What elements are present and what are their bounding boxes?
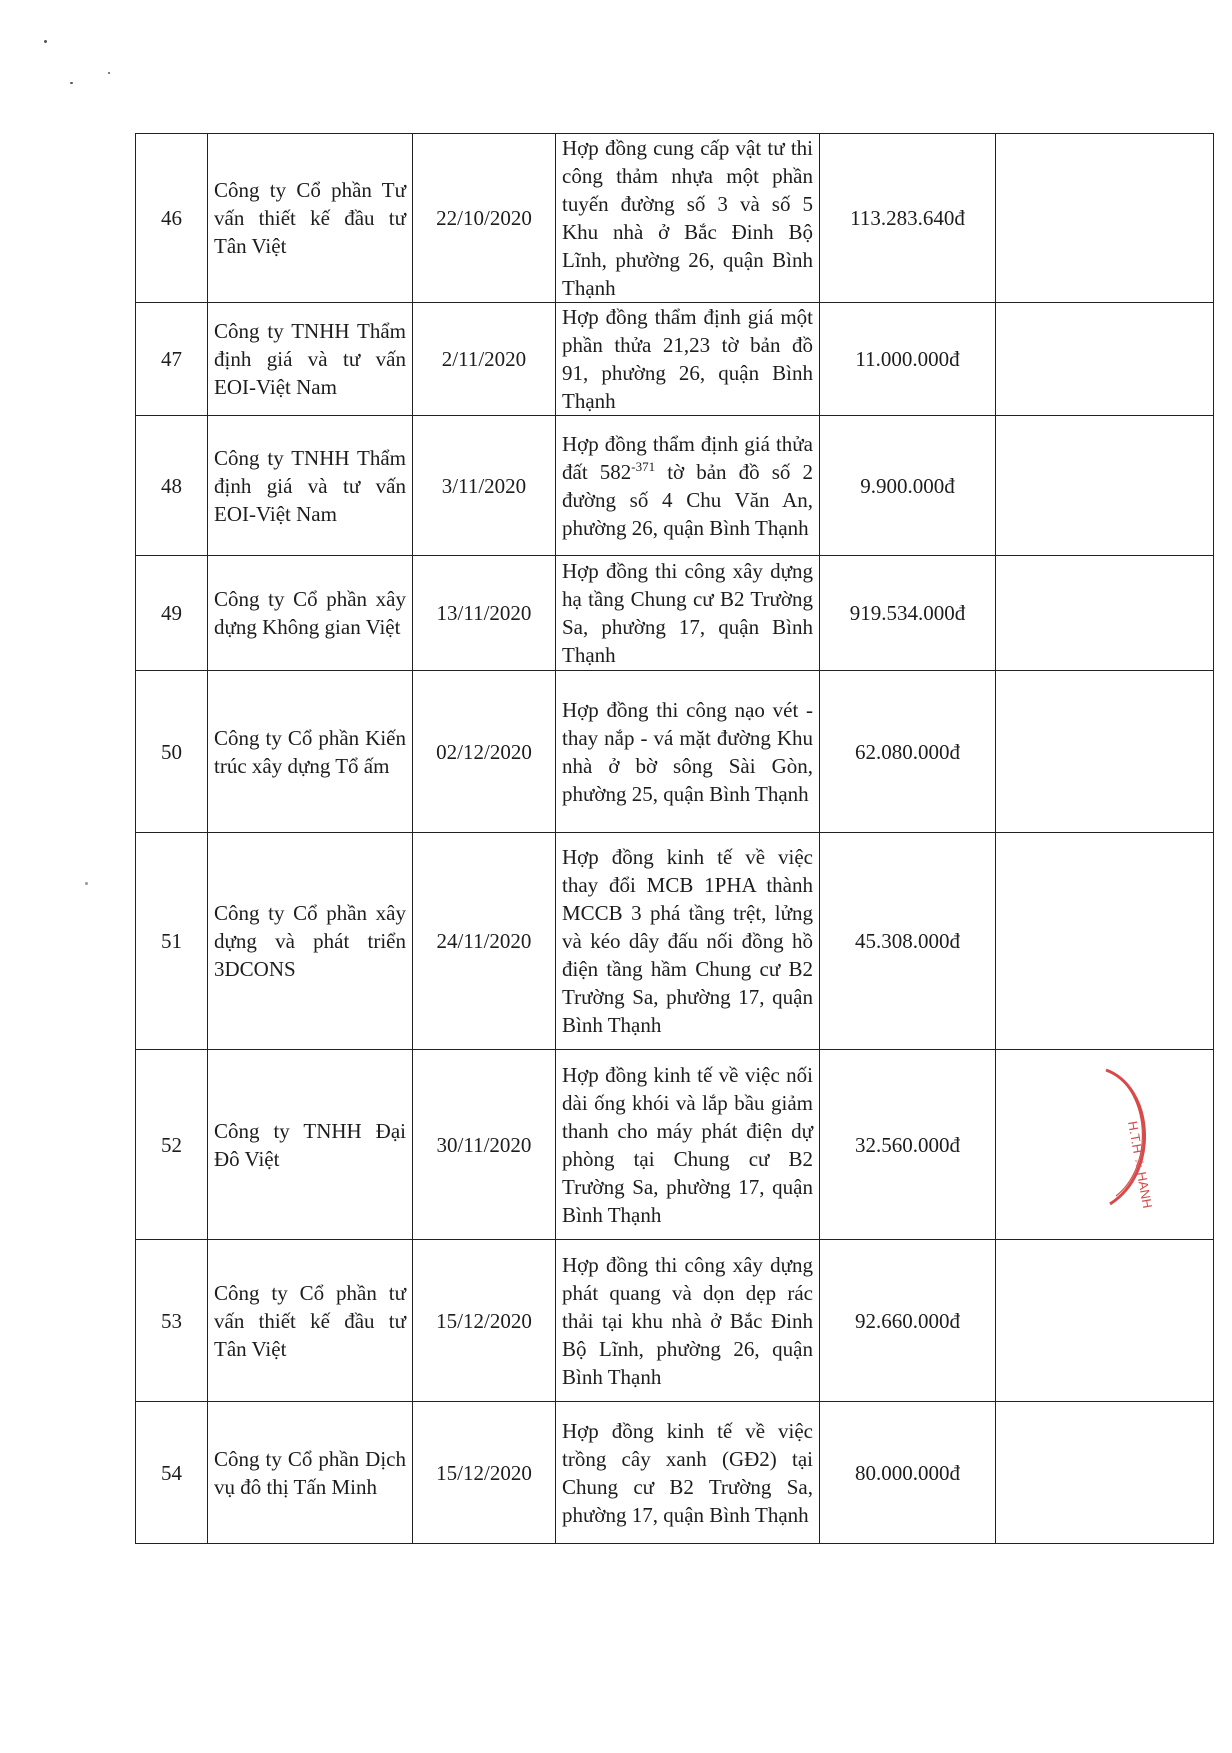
note-cell — [996, 556, 1214, 671]
contract-date: 02/12/2020 — [413, 671, 556, 833]
table-row — [136, 416, 1214, 556]
contract-content: Hợp đồng thi công xây dựng phát quang và dọn dẹp rác thải tại khu nhà ở Bắc Đinh Bộ Lĩnh, phường 26, quận Bình Thạnh — [556, 1240, 820, 1402]
company-name: Công ty TNHH Thẩm định giá và tư vấn EOI-Việt Nam — [208, 303, 413, 416]
company-name: Công ty Cổ phần tư vấn thiết kế đầu tư Tân Việt — [208, 1240, 413, 1402]
contract-date: 15/12/2020 — [413, 1240, 556, 1402]
scan-speck — [44, 40, 47, 43]
contract-value: 92.660.000đ — [820, 1240, 996, 1402]
contract-content: Hợp đồng cung cấp vật tư thi công thảm nhựa một phần tuyến đường số 3 và số 5 Khu nhà ở Bắc Đinh Bộ Lĩnh, phường 26, quận Bình Thạnh — [556, 134, 820, 303]
note-cell — [996, 671, 1214, 833]
contract-content: Hợp đồng kinh tế về việc trồng cây xanh (GĐ2) tại Chung cư B2 Trường Sa, phường 17, quận Bình Thạnh — [556, 1402, 820, 1544]
row-number: 49 — [136, 556, 208, 671]
contract-date: 15/12/2020 — [413, 1402, 556, 1544]
contract-content: Hợp đồng kinh tế về việc nối dài ống khói và lắp bầu giảm thanh cho máy phát điện dự phòng tại Chung cư B2 Trường Sa, phường 17, quận Bình Thạnh — [556, 1050, 820, 1240]
contract-content: Hợp đồng thi công xây dựng hạ tầng Chung cư B2 Trường Sa, phường 17, quận Bình Thạnh — [556, 556, 820, 671]
scan-speck — [108, 72, 110, 74]
contract-content: Hợp đồng thi công nạo vét - thay nắp - vá mặt đường Khu nhà ở bờ sông Sài Gòn, phường 25, quận Bình Thạnh — [556, 671, 820, 833]
table-row — [136, 556, 1214, 671]
contract-value: 919.534.000đ — [820, 556, 996, 671]
stamp-text: H.T.H ☆ HANH — [1125, 1119, 1156, 1210]
table-row — [136, 833, 1214, 1050]
note-cell — [996, 1402, 1214, 1544]
contract-date: 30/11/2020 — [413, 1050, 556, 1240]
contract-date: 13/11/2020 — [413, 556, 556, 671]
contract-value: 80.000.000đ — [820, 1402, 996, 1544]
row-number: 46 — [136, 134, 208, 303]
company-name: Công ty TNHH Đại Đô Việt — [208, 1050, 413, 1240]
contract-content: Hợp đồng thẩm định giá một phần thửa 21,23 tờ bản đồ 91, phường 26, quận Bình Thạnh — [556, 303, 820, 416]
row-number: 52 — [136, 1050, 208, 1240]
contract-content: Hợp đồng kinh tế về việc thay đổi MCB 1PHA thành MCCB 3 phá tầng trệt, lửng và kéo dây đấu nối đồng hồ điện tầng hầm Chung cư B2 Trường Sa, phường 17, quận Bình Thạnh — [556, 833, 820, 1050]
table-row — [136, 1240, 1214, 1402]
contract-date: 3/11/2020 — [413, 416, 556, 556]
company-name: Công ty TNHH Thẩm định giá và tư vấn EOI-Việt Nam — [208, 416, 413, 556]
contract-value: 113.283.640đ — [820, 134, 996, 303]
contract-value: 9.900.000đ — [820, 416, 996, 556]
row-number: 53 — [136, 1240, 208, 1402]
contract-date: 2/11/2020 — [413, 303, 556, 416]
table-row — [136, 671, 1214, 833]
table-row — [136, 1402, 1214, 1544]
row-number: 47 — [136, 303, 208, 416]
contract-value: 45.308.000đ — [820, 833, 996, 1050]
scan-speck — [85, 882, 88, 885]
row-number: 50 — [136, 671, 208, 833]
contracts-table — [135, 133, 1214, 1544]
contract-date: 22/10/2020 — [413, 134, 556, 303]
note-cell — [996, 134, 1214, 303]
content-text: Hợp đồng thẩm định giá thửa đất 582 — [562, 431, 813, 484]
company-name: Công ty Cổ phần xây dựng và phát triển 3DCONS — [208, 833, 413, 1050]
scan-speck — [70, 82, 73, 84]
note-cell — [996, 833, 1214, 1050]
contract-value: 11.000.000đ — [820, 303, 996, 416]
note-cell — [996, 416, 1214, 556]
note-cell — [996, 303, 1214, 416]
superscript: -371 — [631, 458, 656, 474]
row-number: 51 — [136, 833, 208, 1050]
row-number: 48 — [136, 416, 208, 556]
contract-value: 32.560.000đ — [820, 1050, 996, 1240]
row-number: 54 — [136, 1402, 208, 1544]
company-name: Công ty Cổ phần Tư vấn thiết kế đầu tư Tân Việt — [208, 134, 413, 303]
table-row — [136, 1050, 1214, 1240]
company-name: Công ty Cổ phần Kiến trúc xây dựng Tổ ấm — [208, 671, 413, 833]
company-name: Công ty Cổ phần xây dựng Không gian Việt — [208, 556, 413, 671]
contract-date: 24/11/2020 — [413, 833, 556, 1050]
table-row — [136, 134, 1214, 303]
contract-value: 62.080.000đ — [820, 671, 996, 833]
table-row — [136, 303, 1214, 416]
contract-content — [556, 416, 820, 556]
red-seal-stamp — [1098, 1062, 1168, 1212]
content-text: tờ bản đồ số 2 đường số 4 Chu Văn An, phường 26, quận Bình Thạnh — [562, 459, 813, 540]
company-name: Công ty Cổ phần Dịch vụ đô thị Tấn Minh — [208, 1402, 413, 1544]
note-cell — [996, 1240, 1214, 1402]
